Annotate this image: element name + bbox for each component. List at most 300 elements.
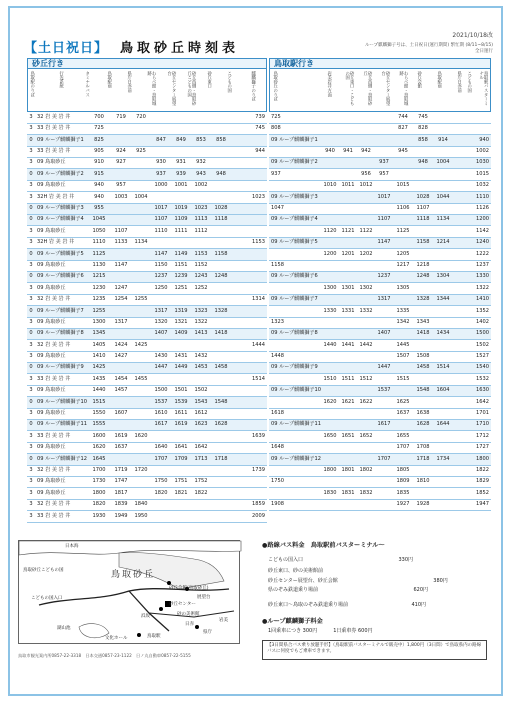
inbound-cell: 1300 xyxy=(321,283,339,294)
outbound-cell: 1640 xyxy=(151,442,171,453)
inbound-cell: 1126 xyxy=(453,203,491,214)
inbound-cell xyxy=(339,477,357,488)
outbound-row xyxy=(27,328,267,339)
inbound-cell xyxy=(433,306,453,317)
inbound-cell xyxy=(321,123,339,134)
outbound-row xyxy=(27,215,267,226)
inbound-cell xyxy=(321,260,339,271)
inbound-cell: 1218 xyxy=(413,260,433,271)
outbound-cell: 1600 xyxy=(87,431,111,442)
inbound-cell: 1017 xyxy=(375,192,393,203)
outbound-cell xyxy=(231,454,267,465)
outbound-cell xyxy=(171,237,191,248)
outbound-cell xyxy=(231,226,267,237)
inbound-cell xyxy=(357,215,375,226)
outbound-row xyxy=(27,408,267,419)
outbound-cell: 1149 xyxy=(171,249,191,260)
outbound-cell: 3 xyxy=(27,442,35,453)
outbound-cell: 1424 xyxy=(111,340,131,351)
inbound-cell xyxy=(339,363,357,374)
inbound-row xyxy=(269,374,491,385)
outbound-row xyxy=(27,317,267,328)
inbound-cell xyxy=(393,135,413,146)
inbound-cell: 1628 xyxy=(413,420,433,431)
inbound-row xyxy=(269,351,491,362)
outbound-cell: 1150 xyxy=(151,260,171,271)
inbound-cell: 1010 xyxy=(321,180,339,191)
outbound-cell xyxy=(231,488,267,499)
inbound-cell xyxy=(393,237,413,248)
outbound-column-header xyxy=(27,69,267,112)
inbound-cell: 1548 xyxy=(413,385,433,396)
map-label-kodomo: 鳥取砂丘こどもの国 xyxy=(23,568,64,573)
outbound-row xyxy=(27,123,267,134)
inbound-cell: 1835 xyxy=(393,488,413,499)
outbound-cell: 09 ループ麒麟獅子5 xyxy=(35,249,87,260)
inbound-row xyxy=(269,454,491,465)
inbound-cell: 1328 xyxy=(413,294,433,305)
outbound-cell: 0 xyxy=(27,271,35,282)
outbound-cell xyxy=(131,488,151,499)
outbound-cell: 3 xyxy=(27,192,35,203)
outbound-cell: 09 鳥取砂丘 xyxy=(35,442,87,453)
inbound-cell xyxy=(413,146,433,157)
inbound-cell xyxy=(269,283,321,294)
outbound-cell: 3 xyxy=(27,112,35,123)
outbound-cell xyxy=(211,146,231,157)
inbound-cell: 1323 xyxy=(269,317,321,328)
inbound-cell xyxy=(393,192,413,203)
inbound-cell xyxy=(339,215,357,226)
outbound-row xyxy=(27,306,267,317)
outbound-cell: 3 xyxy=(27,180,35,191)
inbound-cell xyxy=(375,408,393,419)
outbound-cell xyxy=(131,477,151,488)
map-label-koyama: 湖山池 xyxy=(57,626,71,631)
map-label-center: 砂丘センター xyxy=(169,602,196,607)
outbound-cell: 1215 xyxy=(87,271,111,282)
outbound-cell: 1750 xyxy=(151,477,171,488)
inbound-cell xyxy=(433,431,453,442)
outbound-cell: 3 xyxy=(27,465,35,476)
outbound-cell: 940 xyxy=(87,192,111,203)
inbound-cell xyxy=(375,477,393,488)
inbound-row xyxy=(269,112,491,123)
inbound-cell xyxy=(357,112,375,123)
inbound-cell: 1502 xyxy=(453,340,491,351)
outbound-cell: 32H 岩 美 岩 井 xyxy=(35,237,87,248)
outbound-cell: 719 xyxy=(111,112,131,123)
outbound-cell: 3 xyxy=(27,283,35,294)
outbound-cell xyxy=(211,180,231,191)
outbound-cell: 1645 xyxy=(87,454,111,465)
outbound-cell: 33 岩 美 岩 井 xyxy=(35,511,87,522)
outbound-cell xyxy=(131,260,151,271)
inbound-cell: 1508 xyxy=(413,351,433,362)
outbound-cell: 1611 xyxy=(171,408,191,419)
outbound-cell xyxy=(111,363,131,374)
outbound-cell: 1153 xyxy=(191,249,211,260)
inbound-cell xyxy=(269,374,321,385)
outbound-cell: 937 xyxy=(151,169,171,180)
inbound-cell xyxy=(357,363,375,374)
outbound-cell: 720 xyxy=(131,112,151,123)
inbound-cell: 1630 xyxy=(453,385,491,396)
inbound-cell: 1908 xyxy=(269,499,321,510)
outbound-cell xyxy=(191,374,211,385)
inbound-cell: 1120 xyxy=(321,226,339,237)
inbound-cell: 1205 xyxy=(393,249,413,260)
inbound-cell: 1707 xyxy=(375,454,393,465)
outbound-cell: 1230 xyxy=(87,283,111,294)
outbound-cell: 1328 xyxy=(211,306,231,317)
map-label-hall: 文化ホール xyxy=(105,636,128,641)
inbound-cell: 1710 xyxy=(453,420,491,431)
inbound-cell xyxy=(433,146,453,157)
outbound-row xyxy=(27,158,267,169)
outbound-cell: 1537 xyxy=(151,397,171,408)
outbound-cell: 1109 xyxy=(171,215,191,226)
inbound-cell xyxy=(375,465,393,476)
outbound-cell: 1409 xyxy=(171,328,191,339)
outbound-cell xyxy=(131,408,151,419)
outbound-cell xyxy=(171,294,191,305)
outbound-cell: 1251 xyxy=(171,283,191,294)
outbound-cell: 3 xyxy=(27,374,35,385)
inbound-cell: 1637 xyxy=(393,408,413,419)
outbound-cell: 915 xyxy=(87,169,111,180)
inbound-row xyxy=(269,340,491,351)
outbound-cell xyxy=(211,283,231,294)
inbound-cell xyxy=(269,488,321,499)
outbound-cell: 3 xyxy=(27,340,35,351)
outbound-row xyxy=(27,146,267,157)
outbound-cell xyxy=(231,385,267,396)
inbound-cell xyxy=(375,260,393,271)
outbound-cell: 925 xyxy=(131,146,151,157)
outbound-cell: 1255 xyxy=(87,306,111,317)
outbound-cell: 33 岩 美 岩 井 xyxy=(35,146,87,157)
inbound-row xyxy=(269,408,491,419)
inbound-cell: 1625 xyxy=(393,397,413,408)
outbound-cell: 1107 xyxy=(111,226,131,237)
outbound-cell: 1707 xyxy=(151,454,171,465)
outbound-cell: 1539 xyxy=(171,397,191,408)
inbound-row xyxy=(269,363,491,374)
outbound-cell: 847 xyxy=(151,135,171,146)
pass-info-box: 【3日間県合バス乗り放題手形】（鳥取駅前バスターミナルで販売中）1,800円（3日間）で鳥取県内の路線バスに何度でもご乗車できます。 xyxy=(262,640,487,660)
revision-date: 2021/10/18改 xyxy=(452,32,493,39)
outbound-cell xyxy=(211,112,231,123)
inbound-cell xyxy=(393,271,413,282)
outbound-cell: 09 ループ麒麟獅子1 xyxy=(35,135,87,146)
inbound-cell xyxy=(375,203,393,214)
inbound-cell: 09 ループ麒麟獅子4 xyxy=(269,215,321,226)
outbound-cell: 1237 xyxy=(151,271,171,282)
outbound-cell xyxy=(131,203,151,214)
loop-fare: 1回乗車につき 300円 1日乗車券 600円 xyxy=(268,628,373,634)
inbound-cell xyxy=(269,226,321,237)
outbound-row xyxy=(27,340,267,351)
inbound-cell: 1004 xyxy=(433,158,453,169)
outbound-cell: 32 岩 美 岩 井 xyxy=(35,499,87,510)
inbound-cell: 1002 xyxy=(453,146,491,157)
inbound-cell: 1107 xyxy=(413,203,433,214)
inbound-cell: 1622 xyxy=(357,397,375,408)
inbound-cell: 945 xyxy=(393,146,413,157)
outbound-cell: 1440 xyxy=(87,385,111,396)
inbound-cell xyxy=(433,408,453,419)
inbound-cell: 1344 xyxy=(433,294,453,305)
inbound-cell xyxy=(393,169,413,180)
inbound-cell xyxy=(413,465,433,476)
inbound-cell xyxy=(393,363,413,374)
inbound-cell: 914 xyxy=(433,135,453,146)
outbound-cell xyxy=(171,499,191,510)
outbound-cell xyxy=(191,294,211,305)
outbound-cell: 1001 xyxy=(171,180,191,191)
inbound-cell xyxy=(321,294,339,305)
outbound-cell: 1110 xyxy=(151,226,171,237)
inbound-cell xyxy=(375,397,393,408)
inbound-cell xyxy=(375,317,393,328)
inbound-cell xyxy=(357,135,375,146)
inbound-cell: 09 ループ麒麟獅子11 xyxy=(269,420,321,431)
inbound-cell xyxy=(375,112,393,123)
inbound-cell: 09 ループ麒麟獅子12 xyxy=(269,454,321,465)
inbound-cell xyxy=(357,294,375,305)
outbound-cell: 1410 xyxy=(87,351,111,362)
outbound-cell: 0 xyxy=(27,203,35,214)
loop-fare-title: ●ループ麒麟獅子料金 xyxy=(262,618,323,625)
inbound-cell xyxy=(375,226,393,237)
inbound-cell xyxy=(339,454,357,465)
inbound-cell xyxy=(357,408,375,419)
outbound-cell: 1820 xyxy=(87,499,111,510)
outbound-cell: 1247 xyxy=(111,283,131,294)
inbound-cell: 1927 xyxy=(393,499,413,510)
outbound-cell: 3 xyxy=(27,260,35,271)
outbound-cell: 1314 xyxy=(231,294,267,305)
map-label-kodomo-entrance: こどもの国入口 xyxy=(31,596,63,601)
inbound-cell xyxy=(433,112,453,123)
inbound-cell xyxy=(393,385,413,396)
outbound-row xyxy=(27,385,267,396)
inbound-cell xyxy=(433,203,453,214)
outbound-cell: 1110 xyxy=(87,237,111,248)
inbound-cell xyxy=(269,397,321,408)
inbound-cell: 1202 xyxy=(357,249,375,260)
outbound-cell: 1821 xyxy=(171,488,191,499)
outbound-cell xyxy=(151,294,171,305)
outbound-cell xyxy=(151,112,171,123)
inbound-cell: 1644 xyxy=(433,420,453,431)
inbound-cell xyxy=(339,294,357,305)
inbound-cell xyxy=(375,123,393,134)
inbound-cell xyxy=(339,351,357,362)
inbound-timetable xyxy=(269,112,491,511)
outbound-cell xyxy=(231,249,267,260)
inbound-cell xyxy=(433,397,453,408)
outbound-row xyxy=(27,442,267,453)
inbound-cell: 725 xyxy=(269,112,321,123)
inbound-cell xyxy=(339,158,357,169)
outbound-column-0: 鳥取駅のりば xyxy=(29,71,35,97)
inbound-cell: 957 xyxy=(375,169,393,180)
inbound-row xyxy=(269,169,491,180)
inbound-cell xyxy=(357,454,375,465)
inbound-cell: 1158 xyxy=(269,260,321,271)
outbound-cell xyxy=(211,408,231,419)
inbound-cell: 1527 xyxy=(453,351,491,362)
outbound-cell xyxy=(171,192,191,203)
inbound-cell: 1322 xyxy=(453,283,491,294)
outbound-cell xyxy=(171,465,191,476)
outbound-cell: 1158 xyxy=(211,249,231,260)
inbound-cell xyxy=(375,351,393,362)
outbound-cell xyxy=(131,363,151,374)
outbound-cell: 853 xyxy=(191,135,211,146)
outbound-cell xyxy=(151,499,171,510)
outbound-cell: 0 xyxy=(27,249,35,260)
inbound-cell: 1434 xyxy=(433,328,453,339)
outbound-cell: 1637 xyxy=(111,442,131,453)
outbound-cell: 1045 xyxy=(87,215,111,226)
outbound-cell: 1713 xyxy=(191,454,211,465)
inbound-cell: 1011 xyxy=(339,180,357,191)
inbound-cell xyxy=(321,237,339,248)
outbound-cell: 1407 xyxy=(151,328,171,339)
inbound-cell: 1515 xyxy=(393,374,413,385)
outbound-row xyxy=(27,397,267,408)
inbound-cell: 1638 xyxy=(413,408,433,419)
outbound-cell: 1515 xyxy=(87,397,111,408)
outbound-cell xyxy=(211,374,231,385)
inbound-cell xyxy=(413,431,433,442)
outbound-cell: 09 ループ麒麟獅子12 xyxy=(35,454,87,465)
outbound-cell: 924 xyxy=(111,146,131,157)
outbound-cell: 1730 xyxy=(87,477,111,488)
outbound-cell xyxy=(231,351,267,362)
inbound-cell: 1810 xyxy=(413,477,433,488)
outbound-cell: 1641 xyxy=(171,442,191,453)
inbound-row xyxy=(269,465,491,476)
outbound-column-3: 鳥取駅前 xyxy=(106,71,112,89)
outbound-cell: 1252 xyxy=(191,283,211,294)
outbound-cell: 944 xyxy=(231,146,267,157)
inbound-cell: 1510 xyxy=(321,374,339,385)
outbound-cell: 09 ループ麒麟獅子6 xyxy=(35,271,87,282)
inbound-row xyxy=(269,306,491,317)
outbound-row xyxy=(27,477,267,488)
inbound-row xyxy=(269,317,491,328)
outbound-row xyxy=(27,488,267,499)
inbound-cell xyxy=(413,283,433,294)
inbound-cell xyxy=(393,215,413,226)
outbound-cell: 745 xyxy=(231,123,267,134)
outbound-cell xyxy=(131,283,151,294)
inbound-cell xyxy=(339,271,357,282)
outbound-cell xyxy=(111,135,131,146)
inbound-cell: 948 xyxy=(413,158,433,169)
inbound-cell: 09 ループ麒麟獅子9 xyxy=(269,363,321,374)
outbound-cell xyxy=(211,192,231,203)
outbound-cell: 1739 xyxy=(231,465,267,476)
inbound-cell: 1032 xyxy=(453,180,491,191)
inbound-cell xyxy=(357,442,375,453)
inbound-cell: 09 ループ麒麟獅子3 xyxy=(269,192,321,203)
inbound-cell: 1240 xyxy=(453,237,491,248)
outbound-cell: 1319 xyxy=(171,306,191,317)
outbound-cell xyxy=(131,123,151,134)
inbound-cell: 940 xyxy=(321,146,339,157)
inbound-cell xyxy=(269,249,321,260)
inbound-row xyxy=(269,135,491,146)
outbound-cell: 3 xyxy=(27,499,35,510)
inbound-cell: 1343 xyxy=(413,317,433,328)
outbound-cell xyxy=(131,271,151,282)
inbound-cell xyxy=(269,146,321,157)
inbound-cell xyxy=(393,420,413,431)
inbound-cell xyxy=(357,260,375,271)
inbound-cell xyxy=(375,488,393,499)
inbound-cell xyxy=(413,397,433,408)
outbound-cell: 09 鳥取砂丘 xyxy=(35,283,87,294)
inbound-cell: 1805 xyxy=(393,465,413,476)
inbound-cell: 09 ループ麒麟獅子2 xyxy=(269,158,321,169)
inbound-row xyxy=(269,192,491,203)
inbound-cell: 1651 xyxy=(339,431,357,442)
inbound-cell: 1537 xyxy=(375,385,393,396)
inbound-cell: 1407 xyxy=(375,328,393,339)
outbound-cell: 932 xyxy=(191,158,211,169)
outbound-cell: 1239 xyxy=(171,271,191,282)
inbound-cell xyxy=(375,306,393,317)
outbound-cell: 09 ループ麒麟獅子2 xyxy=(35,169,87,180)
outbound-cell: 1709 xyxy=(171,454,191,465)
outbound-cell: 0 xyxy=(27,397,35,408)
outbound-cell: 1822 xyxy=(191,488,211,499)
inbound-cell: 1201 xyxy=(339,249,357,260)
outbound-row xyxy=(27,431,267,442)
inbound-cell: 808 xyxy=(269,123,321,134)
inbound-cell xyxy=(393,294,413,305)
inbound-cell xyxy=(433,123,453,134)
outbound-cell xyxy=(231,283,267,294)
outbound-cell: 0 xyxy=(27,420,35,431)
outbound-cell: 1550 xyxy=(87,408,111,419)
outbound-cell xyxy=(231,397,267,408)
inbound-row xyxy=(269,499,491,510)
inbound-column-4: 砂丘センター展望台 xyxy=(380,71,391,106)
outbound-cell: 09 ループ麒麟獅子4 xyxy=(35,215,87,226)
outbound-cell: 1050 xyxy=(87,226,111,237)
outbound-cell xyxy=(191,465,211,476)
outbound-cell: 910 xyxy=(87,158,111,169)
map-label-station: 鳥取駅 xyxy=(147,634,161,639)
outbound-cell xyxy=(231,363,267,374)
map-label-museum: 砂の美術館 xyxy=(177,612,200,617)
outbound-cell: 1454 xyxy=(111,374,131,385)
outbound-cell xyxy=(151,465,171,476)
inbound-cell xyxy=(413,374,433,385)
inbound-cell: 09 ループ麒麟獅子7 xyxy=(269,294,321,305)
outbound-cell xyxy=(171,123,191,134)
inbound-cell: 1440 xyxy=(321,340,339,351)
inbound-column-8: 県庁日赤前 xyxy=(456,71,462,93)
outbound-cell: 943 xyxy=(191,169,211,180)
inbound-row xyxy=(269,203,491,214)
